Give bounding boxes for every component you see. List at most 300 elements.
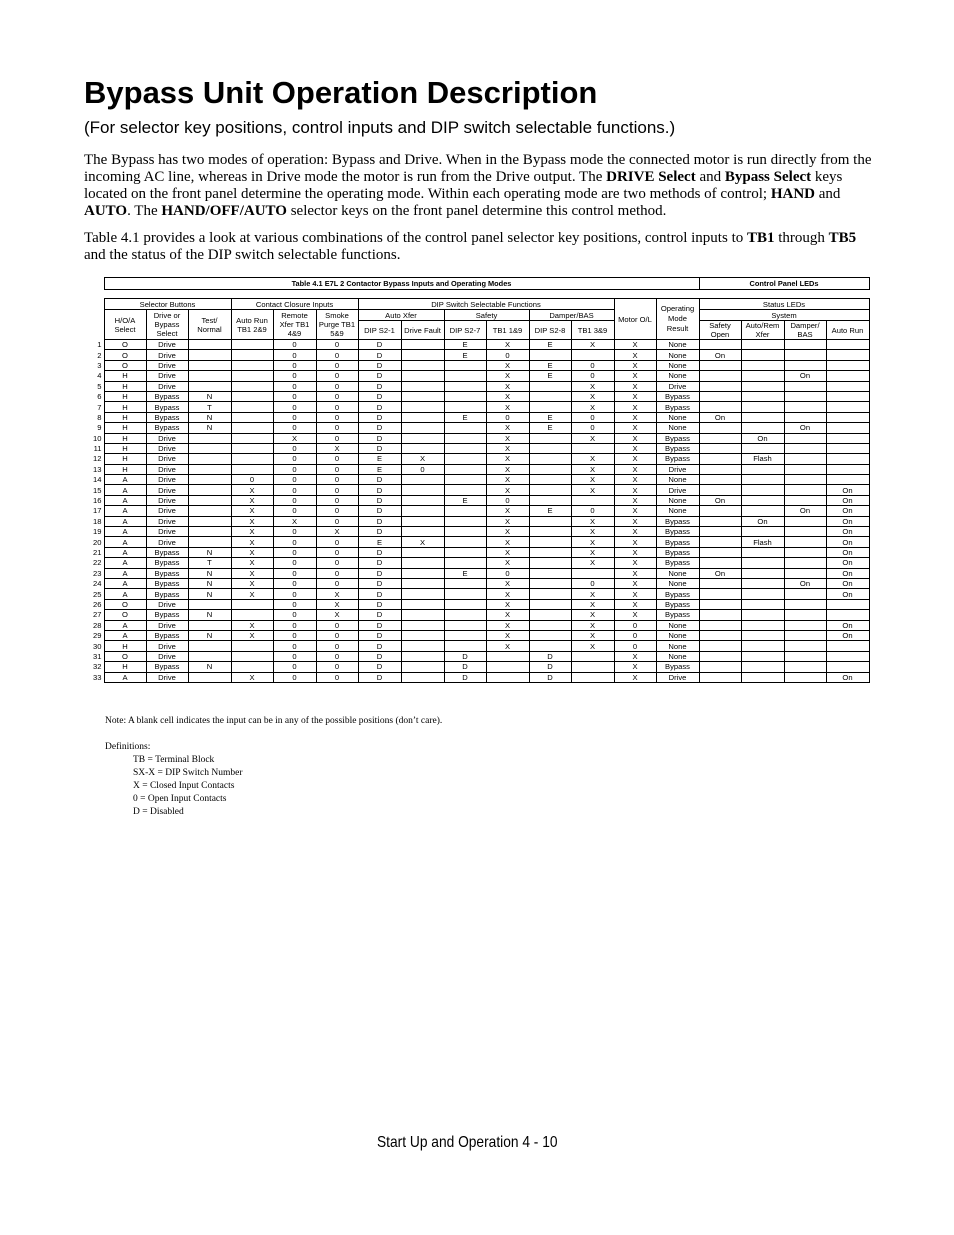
table-cell: Drive <box>146 371 188 381</box>
table-cell <box>529 381 571 391</box>
table-cell: 0 <box>273 578 316 588</box>
subgroup-safety: Safety <box>444 310 529 321</box>
table-cell <box>401 412 444 422</box>
table-cell: 0 <box>316 371 358 381</box>
table-cell <box>571 568 614 578</box>
table-cell: On <box>699 495 741 505</box>
table-cell <box>529 558 571 568</box>
table-intro-paragraph <box>84 230 874 264</box>
group-status-leds: Status LEDs <box>699 299 869 310</box>
table-cell: 0 <box>316 412 358 422</box>
table-cell <box>486 662 529 672</box>
table-cell <box>699 672 741 682</box>
table-cell <box>826 464 869 474</box>
table-cell <box>529 599 571 609</box>
table-cell: T <box>188 402 231 412</box>
table-cell: D <box>358 641 401 651</box>
table-cell: On <box>826 578 869 588</box>
table-cell: X <box>571 610 614 620</box>
table-row <box>78 360 869 370</box>
table-cell: X <box>571 641 614 651</box>
table-row <box>78 443 869 453</box>
table-cell: Drive <box>146 475 188 485</box>
table-row <box>78 651 869 661</box>
table-cell: X <box>316 527 358 537</box>
table-cell: X <box>614 412 656 422</box>
table-cell <box>188 350 231 360</box>
row-number: 6 <box>78 391 104 401</box>
table-cell: X <box>614 443 656 453</box>
row-number: 30 <box>78 641 104 651</box>
table-cell: 0 <box>273 610 316 620</box>
table-cell: None <box>656 423 699 433</box>
table-cell <box>826 381 869 391</box>
table-row <box>78 537 869 547</box>
para1-run: selector keys on the front panel determine this control method. <box>286 203 667 219</box>
table-cell <box>784 568 826 578</box>
table-cell: On <box>826 537 869 547</box>
table-cell: X <box>571 630 614 640</box>
table-cell: D <box>358 610 401 620</box>
table-cell: D <box>358 651 401 661</box>
table-cell: X <box>614 599 656 609</box>
table-cell <box>529 433 571 443</box>
table-cell: E <box>529 506 571 516</box>
table-cell <box>826 641 869 651</box>
table-cell: D <box>358 506 401 516</box>
table-cell <box>784 391 826 401</box>
table-cell: On <box>826 485 869 495</box>
table-cell <box>401 433 444 443</box>
table-cell <box>444 578 486 588</box>
table-cell: D <box>358 568 401 578</box>
table-cell: 0 <box>273 402 316 412</box>
table-cell <box>741 662 784 672</box>
table-cell <box>784 381 826 391</box>
table-cell <box>231 391 273 401</box>
table-cell <box>444 475 486 485</box>
table-cell <box>231 402 273 412</box>
table-cell <box>444 464 486 474</box>
table-cell: 0 <box>486 495 529 505</box>
table-cell: 0 <box>316 537 358 547</box>
table-cell <box>826 433 869 443</box>
table-cell: D <box>358 620 401 630</box>
table-cell: 0 <box>316 381 358 391</box>
table-cell: 0 <box>273 443 316 453</box>
table-cell <box>784 620 826 630</box>
table-cell <box>401 391 444 401</box>
table-caption: Table 4.1 E7L 2 Contactor Bypass Inputs and Operating Modes <box>104 278 699 290</box>
table-cell: On <box>826 558 869 568</box>
table-cell: D <box>358 495 401 505</box>
table-cell <box>401 578 444 588</box>
table-cell: X <box>571 475 614 485</box>
table-cell: H <box>104 423 146 433</box>
table-cell <box>401 558 444 568</box>
table-cell <box>188 527 231 537</box>
table-cell: On <box>826 506 869 516</box>
table-cell: H <box>104 402 146 412</box>
table-cell: H <box>104 464 146 474</box>
table-cell <box>529 464 571 474</box>
table-cell <box>826 371 869 381</box>
table-cell <box>188 516 231 526</box>
table-cell: D <box>444 672 486 682</box>
table-cell: Drive <box>146 516 188 526</box>
table-cell: X <box>486 537 529 547</box>
table-cell: X <box>614 381 656 391</box>
table-cell <box>699 464 741 474</box>
col-drive-bypass-select: Drive or Bypass Select <box>146 310 188 340</box>
table-cell <box>784 475 826 485</box>
table-cell <box>741 485 784 495</box>
table-cell: D <box>358 340 401 350</box>
table-cell: A <box>104 568 146 578</box>
table-cell: 0 <box>571 360 614 370</box>
table-cell <box>741 641 784 651</box>
table-cell: 0 <box>316 506 358 516</box>
table-cell: On <box>826 630 869 640</box>
col-safety-open: Safety Open <box>699 321 741 340</box>
table-cell <box>741 506 784 516</box>
table-cell <box>699 537 741 547</box>
table-cell: Bypass <box>146 662 188 672</box>
table-cell <box>699 547 741 557</box>
table-cell: Drive <box>146 350 188 360</box>
table-cell: Bypass <box>656 454 699 464</box>
table-cell: 0 <box>316 495 358 505</box>
table-cell: 0 <box>316 620 358 630</box>
table-note: Note: A blank cell indicates the input can be in any of the possible positions (don’t care). <box>105 716 443 726</box>
table-row <box>78 672 869 682</box>
table-cell: 0 <box>571 371 614 381</box>
row-number: 32 <box>78 662 104 672</box>
table-cell <box>784 340 826 350</box>
para1-run: keys located on the front panel determine the operating mode. Within each operating mode are two methods of control; <box>84 169 843 202</box>
table-cell: 0 <box>614 641 656 651</box>
table-cell: A <box>104 620 146 630</box>
table-cell: On <box>784 423 826 433</box>
table-cell <box>699 443 741 453</box>
table-cell: None <box>656 495 699 505</box>
table-cell <box>401 371 444 381</box>
table-cell <box>571 672 614 682</box>
table-cell <box>826 610 869 620</box>
table-cell <box>529 350 571 360</box>
table-cell <box>401 610 444 620</box>
table-cell: 0 <box>273 464 316 474</box>
para1-run: and <box>815 186 841 202</box>
table-cell: 0 <box>316 568 358 578</box>
row-number: 2 <box>78 350 104 360</box>
table-cell <box>699 641 741 651</box>
table-cell: X <box>614 547 656 557</box>
table-cell <box>231 412 273 422</box>
para1-run: Bypass Select <box>724 169 812 185</box>
table-cell: X <box>614 340 656 350</box>
table-cell: D <box>529 672 571 682</box>
table-cell: 0 <box>316 402 358 412</box>
table-cell: X <box>231 672 273 682</box>
table-cell: Drive <box>146 599 188 609</box>
table-cell: H <box>104 443 146 453</box>
table-row <box>78 568 869 578</box>
table-cell: 0 <box>316 340 358 350</box>
table-cell: H <box>104 371 146 381</box>
table-cell: X <box>486 527 529 537</box>
table-cell: D <box>529 662 571 672</box>
table-cell <box>529 589 571 599</box>
table-cell: 0 <box>273 495 316 505</box>
table-cell: X <box>571 599 614 609</box>
table-cell <box>401 620 444 630</box>
table-cell <box>401 360 444 370</box>
table-cell: X <box>231 589 273 599</box>
table-cell <box>401 506 444 516</box>
table-cell <box>231 360 273 370</box>
subgroup-system: System <box>699 310 869 321</box>
col-auto-run: Auto Run TB1 2&9 <box>231 310 273 340</box>
table-cell: None <box>656 578 699 588</box>
table-cell: E <box>529 340 571 350</box>
table-cell: X <box>231 558 273 568</box>
table-cell: D <box>358 527 401 537</box>
table-cell <box>784 485 826 495</box>
table-row <box>78 599 869 609</box>
table-cell: On <box>784 578 826 588</box>
table-cell <box>401 516 444 526</box>
table-cell <box>231 662 273 672</box>
table-cell <box>741 672 784 682</box>
table-cell: 0 <box>316 350 358 360</box>
table-cell <box>444 558 486 568</box>
table-cell: X <box>614 558 656 568</box>
page-footer: Start Up and Operation 4 - 10 <box>377 1134 558 1151</box>
table-cell: 0 <box>316 360 358 370</box>
table-cell: Bypass <box>146 391 188 401</box>
table-cell: D <box>358 381 401 391</box>
row-number: 33 <box>78 672 104 682</box>
table-cell <box>188 641 231 651</box>
row-number: 24 <box>78 578 104 588</box>
table-cell: None <box>656 340 699 350</box>
table-cell: None <box>656 371 699 381</box>
table-cell: X <box>486 391 529 401</box>
table-cell: N <box>188 412 231 422</box>
table-cell <box>699 485 741 495</box>
table-cell <box>401 475 444 485</box>
table-cell: A <box>104 506 146 516</box>
table-cell: Bypass <box>656 558 699 568</box>
table-cell <box>529 568 571 578</box>
table-cell: None <box>656 568 699 578</box>
table-cell <box>571 495 614 505</box>
table-cell: X <box>486 516 529 526</box>
table-cell <box>826 350 869 360</box>
row-number: 7 <box>78 402 104 412</box>
table-cell <box>444 360 486 370</box>
table-cell <box>826 443 869 453</box>
table-cell: A <box>104 558 146 568</box>
table-cell <box>826 423 869 433</box>
table-cell: N <box>188 610 231 620</box>
table-row <box>78 589 869 599</box>
table-cell <box>741 589 784 599</box>
table-cell <box>784 558 826 568</box>
table-cell: 0 <box>273 371 316 381</box>
definitions-heading: Definitions: <box>105 742 151 752</box>
table-cell: X <box>571 558 614 568</box>
col-auto-rem-xfer: Auto/Rem Xfer <box>741 321 784 340</box>
table-cell <box>699 589 741 599</box>
table-cell: X <box>231 578 273 588</box>
table-cell <box>741 350 784 360</box>
definitions-list <box>133 754 243 819</box>
table-cell: X <box>231 630 273 640</box>
table-cell: X <box>486 371 529 381</box>
table-cell: Drive <box>146 527 188 537</box>
table-cell: D <box>358 589 401 599</box>
table-cell <box>741 360 784 370</box>
table-row <box>78 610 869 620</box>
table-cell: 0 <box>273 506 316 516</box>
table-cell <box>784 443 826 453</box>
col-remote-xfer: Remote Xfer TB1 4&9 <box>273 310 316 340</box>
table-cell <box>741 464 784 474</box>
table-cell <box>188 537 231 547</box>
table-cell <box>401 350 444 360</box>
table-cell: D <box>358 371 401 381</box>
table-cell: 0 <box>316 672 358 682</box>
table-cell: 0 <box>316 423 358 433</box>
row-number: 9 <box>78 423 104 433</box>
table-cell <box>699 599 741 609</box>
col-tb1-1-9: TB1 1&9 <box>486 321 529 340</box>
table-cell: X <box>486 423 529 433</box>
table-cell: X <box>231 537 273 547</box>
table-cell: D <box>358 599 401 609</box>
table-cell <box>188 620 231 630</box>
table-cell: D <box>358 423 401 433</box>
table-cell <box>699 516 741 526</box>
col-motor-ol: Motor O/L <box>614 299 656 340</box>
table-cell: X <box>571 620 614 630</box>
table-row <box>78 641 869 651</box>
table-cell: 0 <box>273 620 316 630</box>
table-cell <box>529 620 571 630</box>
row-number: 1 <box>78 340 104 350</box>
row-number: 11 <box>78 443 104 453</box>
table-cell <box>231 371 273 381</box>
table-cell <box>784 630 826 640</box>
table-cell: X <box>571 391 614 401</box>
table-cell: Bypass <box>656 433 699 443</box>
table-cell: 0 <box>273 475 316 485</box>
col-dip-s2-7: DIP S2-7 <box>444 321 486 340</box>
row-number: 8 <box>78 412 104 422</box>
table-cell: X <box>486 641 529 651</box>
table-cell <box>741 412 784 422</box>
table-cell <box>529 402 571 412</box>
table-cell: X <box>571 547 614 557</box>
row-number: 13 <box>78 464 104 474</box>
table-cell <box>699 402 741 412</box>
table-cell: X <box>614 475 656 485</box>
table-cell: X <box>571 454 614 464</box>
table-cell: D <box>358 558 401 568</box>
table-cell: 0 <box>316 578 358 588</box>
table-cell: X <box>614 610 656 620</box>
table-row <box>78 423 869 433</box>
table-cell: E <box>444 340 486 350</box>
para1-run: HAND <box>770 186 815 202</box>
table-cell <box>401 402 444 412</box>
table-row <box>78 620 869 630</box>
table-row <box>78 630 869 640</box>
table-cell <box>699 381 741 391</box>
table-cell: X <box>486 599 529 609</box>
row-number: 27 <box>78 610 104 620</box>
row-number: 12 <box>78 454 104 464</box>
table-cell: A <box>104 516 146 526</box>
table-cell: Bypass <box>146 423 188 433</box>
table-cell: H <box>104 641 146 651</box>
table-cell <box>529 610 571 620</box>
table-cell: X <box>316 589 358 599</box>
table-cell: X <box>231 485 273 495</box>
table-cell: N <box>188 589 231 599</box>
table-row <box>78 402 869 412</box>
para1-run: . The <box>127 203 162 219</box>
table-row <box>78 454 869 464</box>
table-cell: 0 <box>273 641 316 651</box>
col-auto-run-led: Auto Run <box>826 321 869 340</box>
table-cell <box>741 599 784 609</box>
table-cell: X <box>614 516 656 526</box>
table-cell <box>784 651 826 661</box>
table-cell: On <box>699 412 741 422</box>
table-cell: A <box>104 547 146 557</box>
table-cell: 0 <box>316 475 358 485</box>
table-cell <box>529 485 571 495</box>
table-cell <box>529 495 571 505</box>
table-cell: D <box>358 662 401 672</box>
table-cell: None <box>656 412 699 422</box>
table-cell: X <box>486 402 529 412</box>
table-cell: D <box>358 475 401 485</box>
table-cell: Flash <box>741 537 784 547</box>
table-cell <box>401 568 444 578</box>
table-cell <box>444 599 486 609</box>
table-cell: A <box>104 527 146 537</box>
table-cell <box>699 506 741 516</box>
row-number: 17 <box>78 506 104 516</box>
table-cell <box>529 454 571 464</box>
table-cell: X <box>614 433 656 443</box>
table-cell <box>231 433 273 443</box>
table-cell: A <box>104 495 146 505</box>
table-cell: D <box>444 662 486 672</box>
table-cell: Flash <box>741 454 784 464</box>
table-cell: D <box>358 412 401 422</box>
table-cell <box>784 662 826 672</box>
table-cell: D <box>358 672 401 682</box>
col-drive-fault: Drive Fault <box>401 321 444 340</box>
table-cell <box>231 464 273 474</box>
table-cell: Bypass <box>656 537 699 547</box>
table-cell: E <box>529 423 571 433</box>
